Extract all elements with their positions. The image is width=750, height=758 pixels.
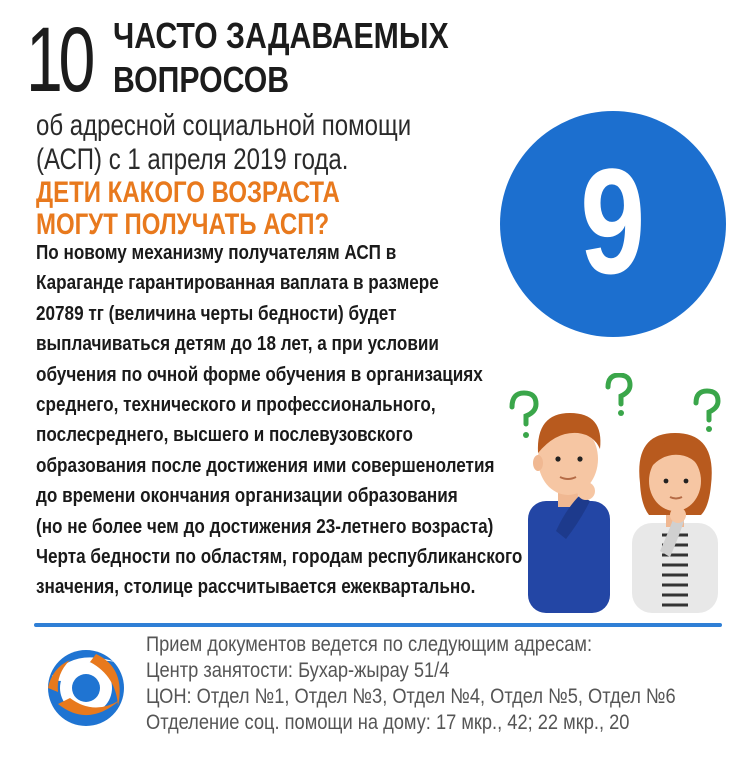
question-number: 9: [580, 137, 646, 305]
question-line-2: МОГУТ ПОЛУЧАТЬ АСП?: [36, 208, 330, 241]
question-mark-icon: [512, 393, 536, 424]
footer-line-2: Центр занятости: Бухар-жырау 51/4: [146, 659, 450, 682]
subtitle-line-2: (АСП) с 1 апреля 2019 года.: [36, 143, 349, 176]
question-line-1: ДЕТИ КАКОГО ВОЗРАСТА: [36, 176, 340, 209]
title-line-1: ЧАСТО ЗАДАВАЕМЫХ: [113, 15, 449, 56]
man-figure: [528, 413, 610, 613]
answer-line: образования после достижения ими совершенолетия: [36, 453, 495, 477]
answer-line: Караганде гарантированная ваплата в размере: [36, 271, 439, 295]
answer-line: Черта бедности по областям, городам республиканского: [36, 545, 523, 569]
answer-line: выплачиваться детям до 18 лет, а при условии: [36, 332, 439, 356]
title-line-2: ВОПРОСОВ: [113, 59, 290, 100]
answer-line: 20789 тг (величина черты бедности) будет: [36, 301, 397, 325]
number-ten: 10: [26, 9, 92, 111]
footer-line-1: Прием документов ведется по следующим адресам:: [146, 633, 593, 656]
globe-logo-icon: [38, 640, 134, 736]
question-mark-icon: [696, 391, 718, 420]
footer-line-3: ЦОН: Отдел №1, Отдел №3, Отдел №4, Отдел №5, Отдел №6: [146, 685, 676, 708]
question-mark-icon: [523, 432, 529, 438]
footer-divider: [34, 623, 722, 627]
thinking-people-illustration: [500, 373, 735, 613]
answer-line: (но не более чем до достижения 23-летнего возраста): [36, 514, 494, 538]
question-mark-icon: [608, 375, 630, 404]
answer-line: послесреднего, высшего и послевузовского: [36, 423, 413, 447]
subtitle-line-1: об адресной социальной помощи: [36, 109, 412, 142]
question-number-badge: [500, 111, 726, 337]
footer-line-4: Отделение соц. помощи на дому: 17 мкр., 42; 22 мкр., 20: [146, 711, 630, 734]
answer-line: до времени окончания организации образования: [36, 484, 458, 508]
footer-addresses: [146, 632, 676, 736]
woman-figure: [632, 433, 718, 613]
answer-line: среднего, технического и профессионального,: [36, 393, 436, 417]
answer-line: значения, столице рассчитывается ежеквартально.: [36, 575, 476, 599]
answer-text: [36, 238, 523, 603]
answer-line: обучения по очной форме обучения в организациях: [36, 362, 483, 386]
answer-line: По новому механизму получателям АСП в: [36, 241, 397, 264]
